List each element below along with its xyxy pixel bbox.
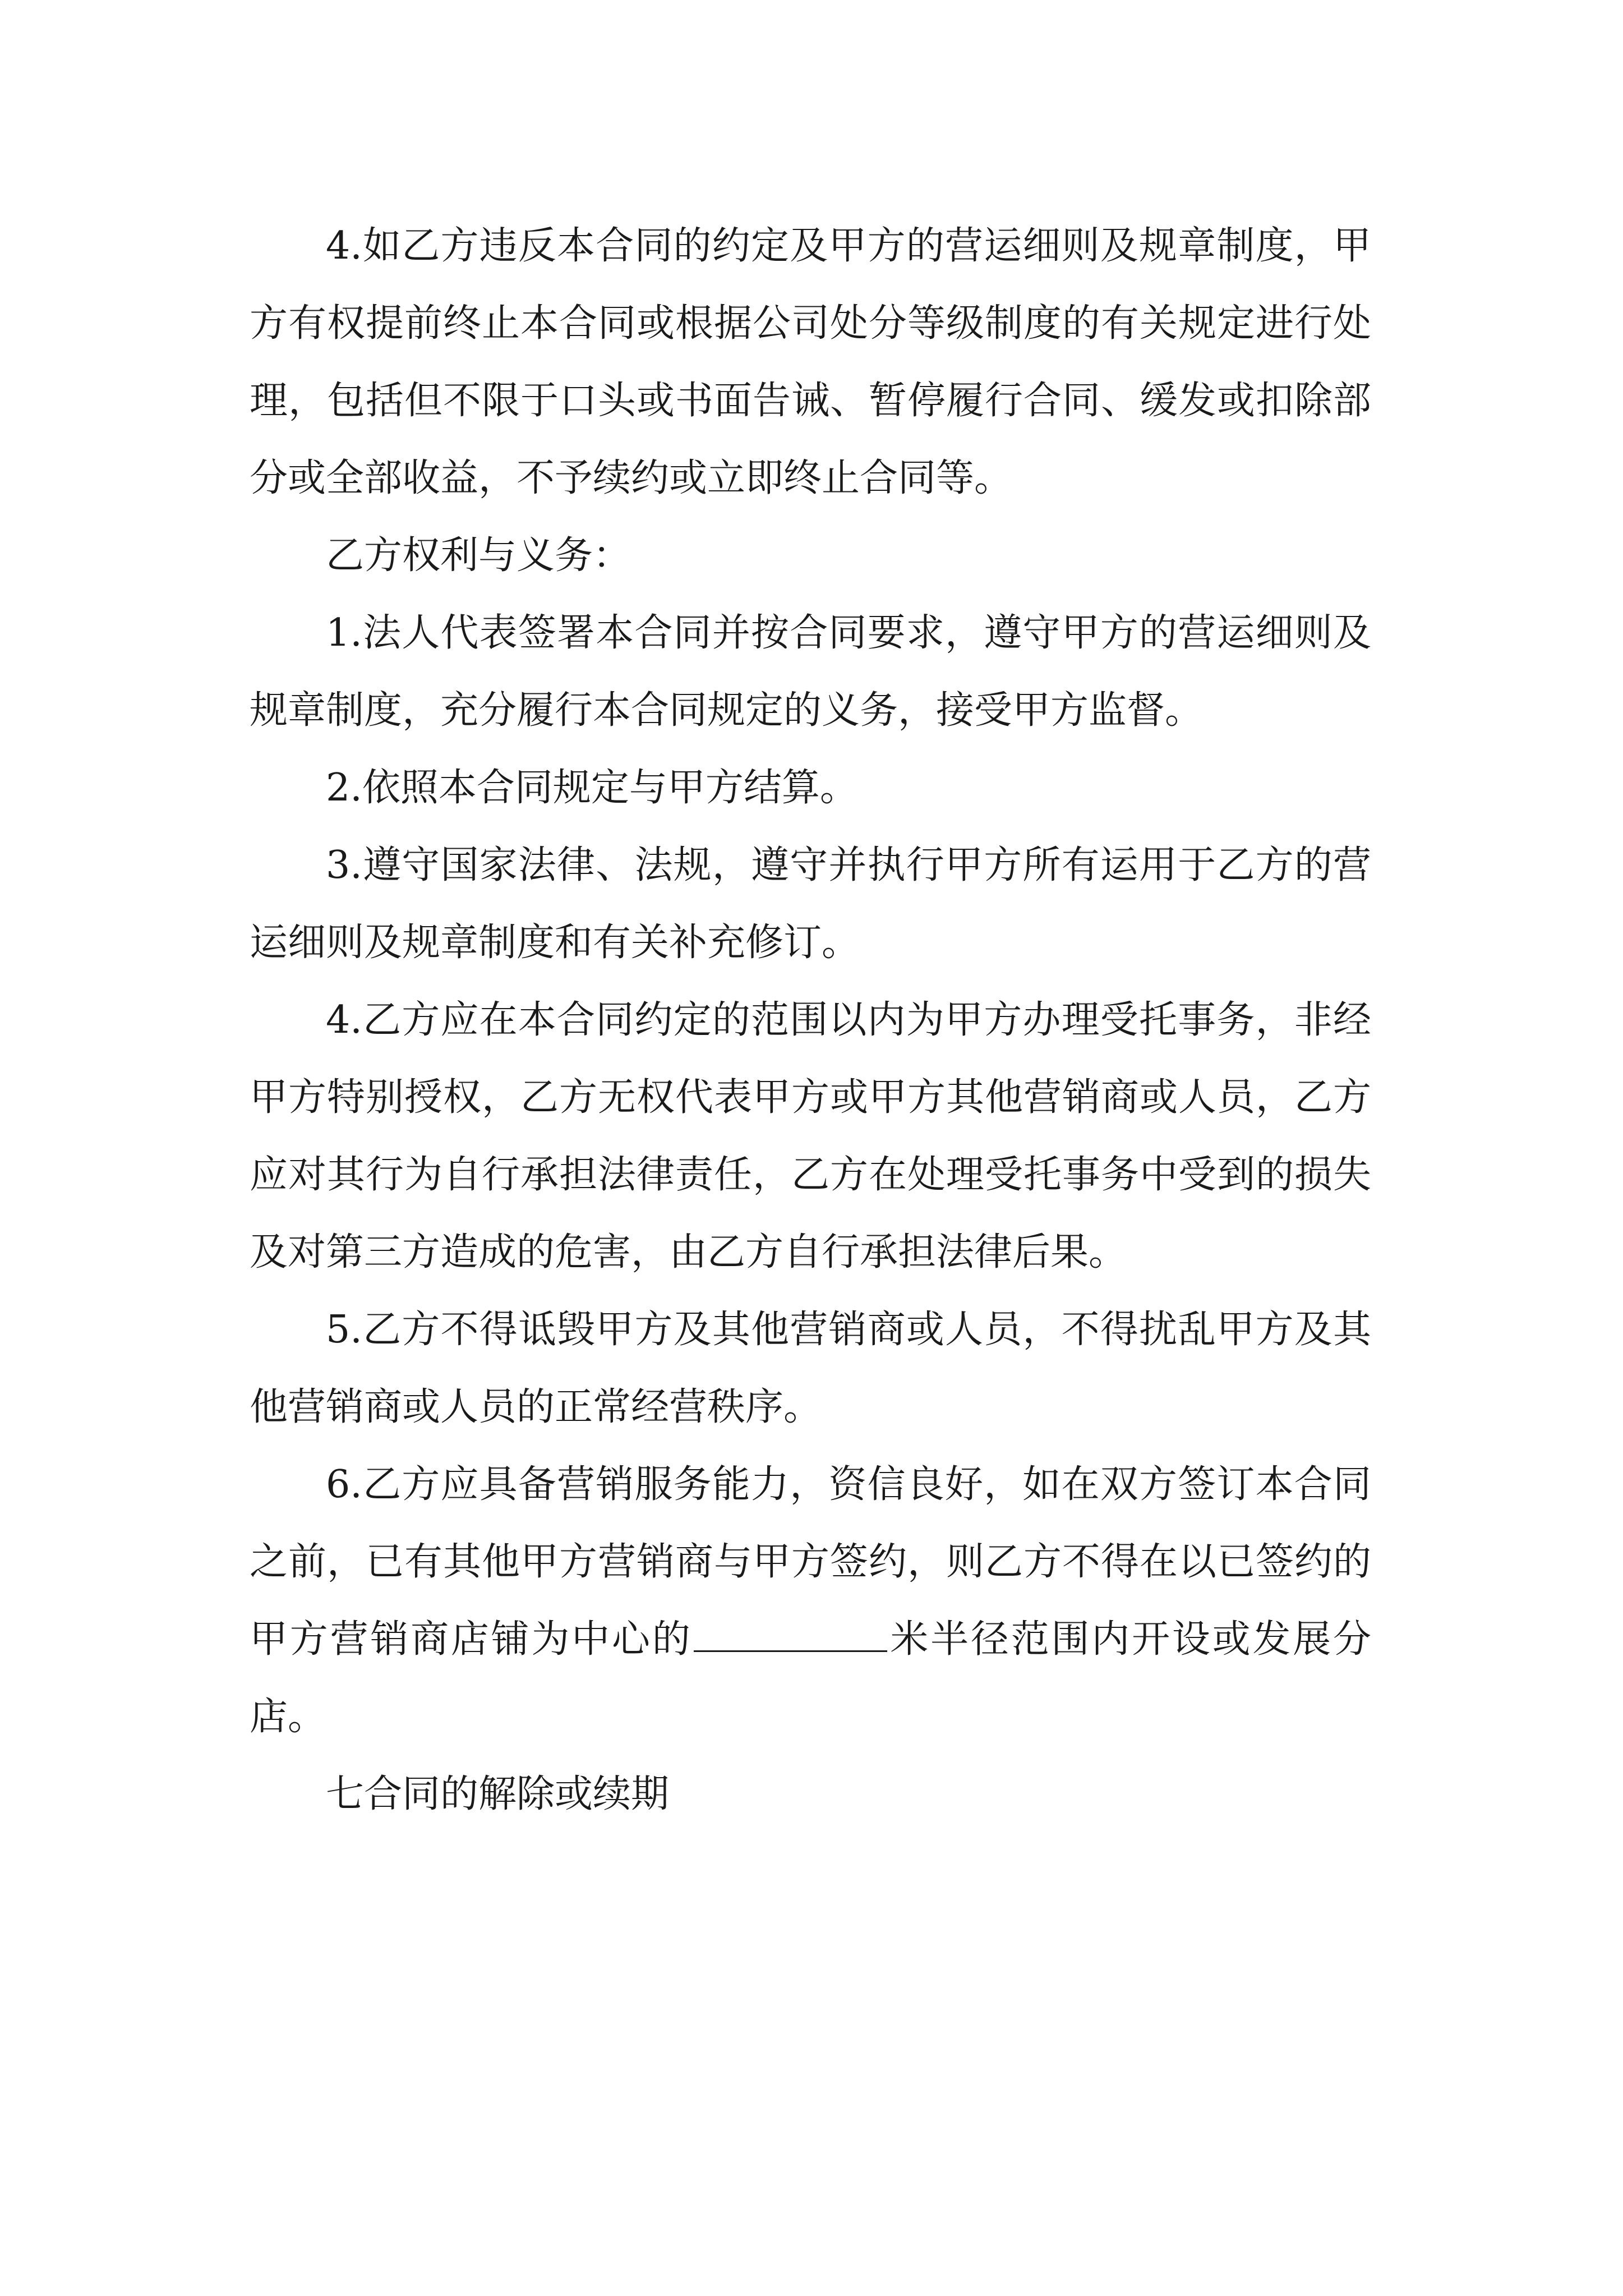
section-heading-termination-renewal: 七合同的解除或续期 xyxy=(326,1772,670,1816)
section-heading-party-b-rights: 乙方权利与义务： xyxy=(326,533,631,578)
paragraph-item-5: 5.乙方不得诋毁甲方及其他营销商或人员，不得扰乱甲方及其他营销商或人员的正常经营秩序。 xyxy=(250,1308,1371,1429)
paragraph-item-2: 2.依照本合同规定与甲方结算。 xyxy=(326,766,858,810)
paragraph-violation-termination: 4.如乙方违反本合同的约定及甲方的营运细则及规章制度，甲方有权提前终止本合同或根据公司处分等级制度的有关规定进行处理，包括但不限于口头或书面告诫、暂停履行合同、缓发或扣除部分或全部收益，不予续约或立即终止合同等。 xyxy=(250,224,1371,500)
paragraph-item-6-tail: 米半径范围内开设或发展分店。 xyxy=(250,1617,1371,1739)
paragraph-item-6 xyxy=(250,1446,1371,1756)
paragraph-item-4: 4.乙方应在本合同约定的范围以内为甲方办理受托事务，非经甲方特别授权，乙方无权代表甲方或甲方其他营销商或人员，乙方应对其行为自行承担法律责任，乙方在处理受托事务中受到的损失及对第三方造成的危害，由乙方自行承担法律后果。 xyxy=(250,998,1371,1274)
paragraph-item-6-lead: 6.乙方应具备营销服务能力，资信良好，如在双方签订本合同之前，已有其他甲方营销商与甲方签约，则乙方不得在以已签约的甲方营销商店铺为中心的 xyxy=(250,1462,1371,1662)
paragraph-item-1: 1.法人代表签署本合同并按合同要求，遵守甲方的营运细则及规章制度，充分履行本合同规定的义务，接受甲方监督。 xyxy=(250,611,1371,733)
fill-in-blank-radius[interactable] xyxy=(694,1616,887,1652)
document-body xyxy=(250,208,1371,1833)
paragraph-item-3: 3.遵守国家法律、法规，遵守并执行甲方所有运用于乙方的营运细则及规章制度和有关补充修订。 xyxy=(250,843,1371,965)
